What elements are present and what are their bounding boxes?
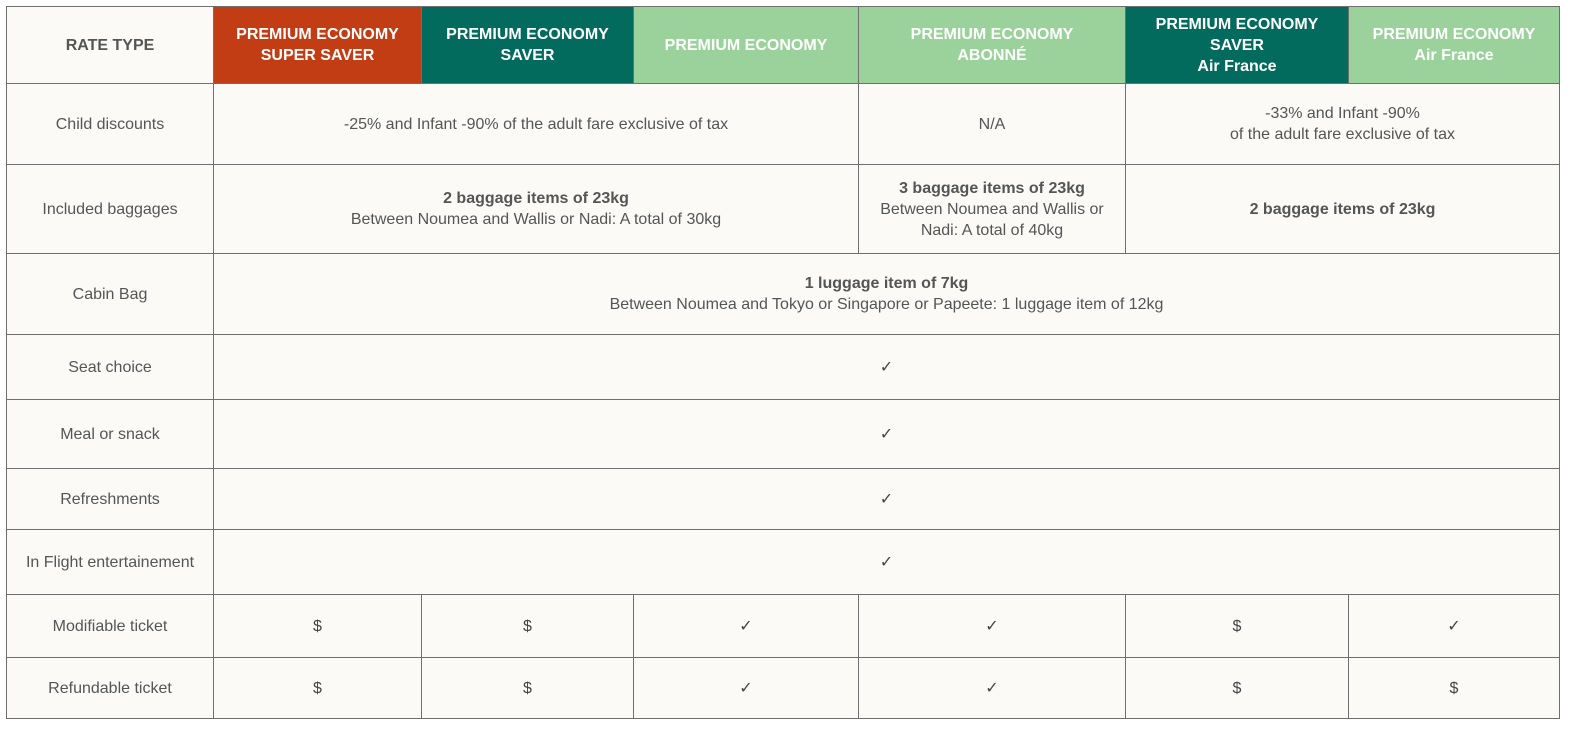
header-row [7, 7, 1560, 84]
modifiable-value-cell: $ [422, 595, 634, 658]
check-icon: ✓ [214, 530, 1560, 595]
header-line1: PREMIUM ECONOMY SAVER [1155, 15, 1319, 54]
check-icon: ✓ [214, 469, 1560, 530]
row-label: In Flight entertainement [7, 530, 214, 595]
refundable-value-cell: $ [214, 658, 422, 719]
cabin-bag-bold: 1 luggage item of 7kg [804, 275, 969, 292]
modifiable-value-cell: $ [214, 595, 422, 658]
baggage-group2-text-line2: Nadi: A total of 40kg [920, 221, 1064, 239]
refundable-value-cell: $ [1126, 658, 1349, 719]
header-premium-economy-super-saver [214, 7, 422, 84]
modifiable-value-cell: $ [1126, 595, 1349, 658]
child-discount-group3-line2: of the adult fare exclusive of tax [1229, 126, 1455, 143]
row-cabin-bag [7, 254, 1560, 335]
refundable-value-cell: ✓ [634, 658, 859, 719]
modifiable-value-cell: ✓ [634, 595, 859, 658]
row-modifiable-ticket [7, 595, 1560, 658]
child-discount-group3-line1: -33% and Infant -90% [1265, 105, 1420, 122]
row-label: Refundable ticket [7, 658, 214, 719]
header-premium-economy-abonne [859, 7, 1126, 84]
header-line1: PREMIUM ECONOMY [1372, 26, 1536, 43]
baggage-group1-bold: 2 baggage items of 23kg [443, 190, 629, 207]
header-line1: PREMIUM ECONOMY [446, 26, 609, 43]
header-line2: SUPER SAVER [260, 47, 375, 64]
refundable-value-cell: $ [422, 658, 634, 719]
baggage-group3 [1126, 165, 1560, 254]
header-line2: ABONNÉ [957, 47, 1027, 64]
row-label: Refreshments [7, 469, 214, 530]
refundable-value-cell: $ [1349, 658, 1560, 719]
row-included-baggages [7, 165, 1560, 254]
child-discount-group2: N/A [859, 84, 1126, 165]
child-discount-group1: -25% and Infant -90% of the adult fare exclusive of tax [214, 84, 859, 165]
baggage-group2-text-line1: Between Noumea and Wallis or [880, 200, 1104, 218]
row-label: Cabin Bag [7, 254, 214, 335]
child-discount-group3 [1126, 84, 1560, 165]
row-label: Modifiable ticket [7, 595, 214, 658]
header-premium-economy [634, 7, 859, 84]
baggage-group1 [214, 165, 859, 254]
rate-type-header: RATE TYPE [7, 7, 214, 84]
row-seat-choice [7, 335, 1560, 400]
cabin-bag-text: Between Noumea and Tokyo or Singapore or Papeete: 1 luggage item of 12kg [609, 296, 1164, 313]
refundable-value-cell: ✓ [859, 658, 1126, 719]
cabin-bag-value [214, 254, 1560, 335]
header-line2: Air France [1197, 57, 1277, 75]
rate-comparison-table-wrapper [6, 6, 1559, 719]
baggage-group3-bold: 2 baggage items of 23kg [1249, 200, 1436, 218]
check-icon: ✓ [214, 335, 1560, 400]
row-refundable-ticket [7, 658, 1560, 719]
row-label: Seat choice [7, 335, 214, 400]
row-label: Included baggages [7, 165, 214, 254]
modifiable-value-cell: ✓ [859, 595, 1126, 658]
header-line2: Air France [1414, 47, 1494, 64]
row-meal-or-snack [7, 400, 1560, 469]
modifiable-value-cell: ✓ [1349, 595, 1560, 658]
header-premium-economy-saver-air-france [1126, 7, 1349, 84]
baggage-group2 [859, 165, 1126, 254]
row-in-flight-entertainment [7, 530, 1560, 595]
row-refreshments [7, 469, 1560, 530]
rate-comparison-table [6, 6, 1560, 719]
header-line2: SAVER [500, 47, 555, 64]
baggage-group2-bold: 3 baggage items of 23kg [899, 179, 1085, 197]
row-label: Meal or snack [7, 400, 214, 469]
header-line1: PREMIUM ECONOMY [910, 26, 1074, 43]
header-line1: PREMIUM ECONOMY [236, 26, 399, 43]
check-icon: ✓ [214, 400, 1560, 469]
header-premium-economy-air-france [1349, 7, 1560, 84]
baggage-group1-text: Between Noumea and Wallis or Nadi: A total of 30kg [350, 211, 722, 228]
row-child-discounts [7, 84, 1560, 165]
header-line1: PREMIUM ECONOMY [664, 36, 828, 54]
row-label: Child discounts [7, 84, 214, 165]
header-premium-economy-saver [422, 7, 634, 84]
